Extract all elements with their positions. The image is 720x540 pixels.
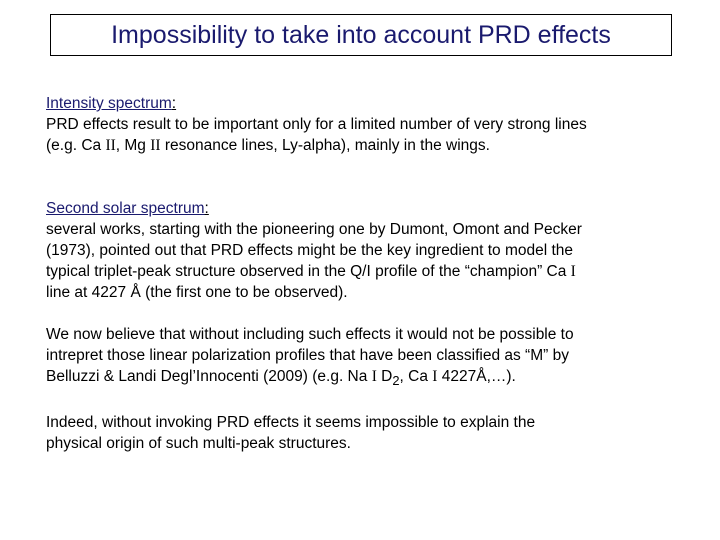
text-line: line at 4227 Å (the first one to be observed). — [46, 284, 348, 301]
text-line: intrepret those linear polarization profiles that have been classified as “M” by — [46, 347, 569, 364]
text-line: several works, starting with the pioneering one by Dumont, Omont and Pecker — [46, 221, 582, 238]
text-line: We now believe that without including such effects it would not be possible to — [46, 326, 574, 343]
section-heading-colon: : — [204, 200, 209, 217]
text-line: Indeed, without invoking PRD effects it seems impossible to explain the — [46, 414, 536, 432]
text-line: physical origin of such multi-peak structures. — [46, 435, 351, 453]
spacer — [46, 156, 696, 198]
section-intensity — [46, 93, 696, 156]
spacer — [46, 303, 696, 324]
text-line: (1973), pointed out that PRD effects might be the key ingredient to model the — [46, 242, 574, 259]
text-line: 4227Å,…). — [437, 368, 516, 385]
page-title: Impossibility to take into account PRD effects — [111, 20, 611, 49]
text-line: D — [376, 368, 393, 385]
ion-numeral: I — [371, 368, 377, 385]
paragraph-belief — [46, 324, 696, 391]
ion-numeral: I — [570, 263, 576, 280]
ion-numeral: II — [150, 137, 161, 154]
section-heading-second-solar: Second solar spectrum — [46, 200, 205, 217]
text-line: resonance lines, Ly-alpha), mainly in the wings. — [160, 137, 490, 154]
ion-numeral: II — [105, 137, 116, 154]
spacer — [46, 391, 696, 412]
text-line: PRD effects result to be important only for a limited number of very strong lines — [46, 116, 587, 133]
paragraph-conclusion — [46, 412, 696, 454]
section-heading-intensity: Intensity spectrum — [46, 95, 172, 112]
section-second-solar — [46, 198, 696, 303]
text-line: , Ca — [399, 368, 433, 385]
subscript: 2 — [392, 373, 400, 389]
section-heading-colon: : — [171, 95, 177, 112]
text-line: , Mg — [115, 137, 151, 154]
text-line: typical triplet-peak structure observed in the Q/I profile of the “champion” Ca — [46, 263, 571, 280]
text-line: Belluzzi & Landi Degl’Innocenti (2009) (e.g. Na — [46, 368, 372, 385]
slide-content — [46, 93, 696, 454]
ion-numeral: I — [432, 368, 438, 385]
text-line: (e.g. Ca — [46, 137, 106, 154]
title-box — [50, 14, 672, 56]
